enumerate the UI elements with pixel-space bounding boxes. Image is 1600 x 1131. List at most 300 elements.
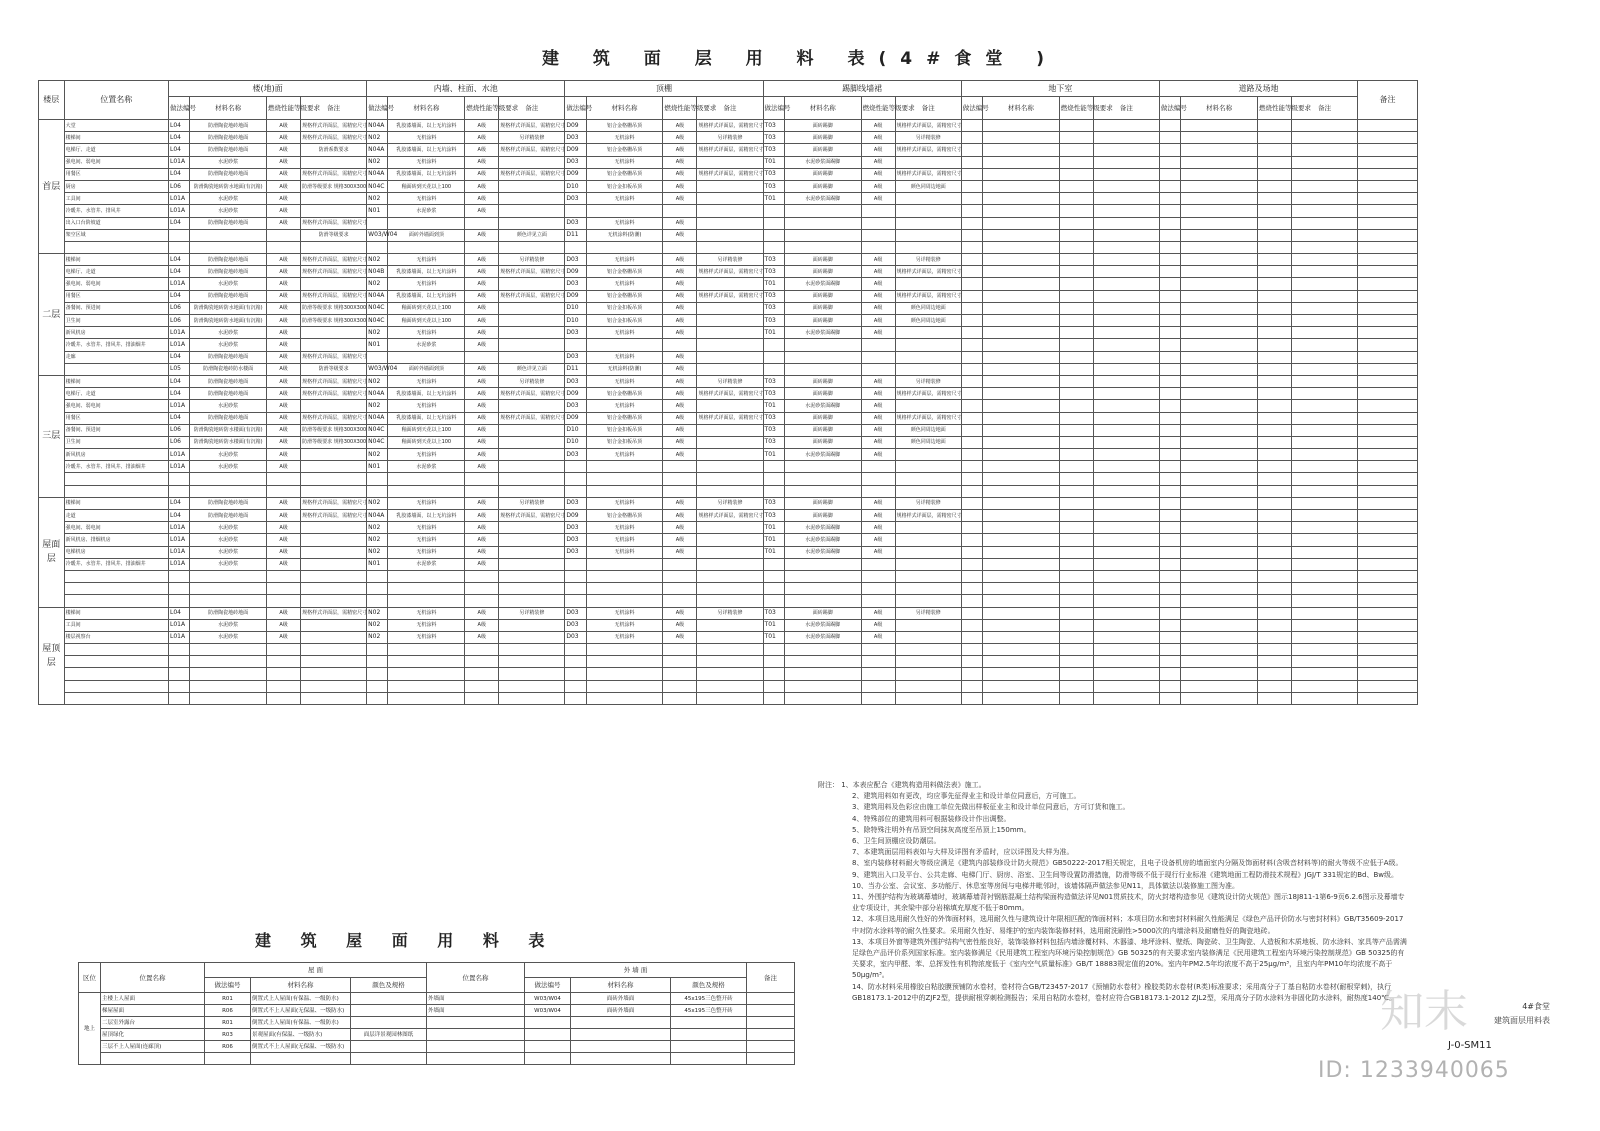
empty-cell [1181, 156, 1258, 168]
row-remarks [1358, 449, 1418, 461]
method-code: L04 [168, 388, 189, 400]
wall-code [525, 1017, 571, 1029]
method-code: T03 [763, 388, 784, 400]
row-remarks [1358, 412, 1418, 424]
empty-cell [1059, 168, 1093, 180]
position-name [64, 595, 168, 607]
method-code: N04A [367, 510, 388, 522]
empty-cell [1257, 534, 1291, 546]
material-name [784, 241, 861, 253]
empty-cell [1292, 449, 1358, 461]
fire-grade [267, 595, 301, 607]
position-name: 新风机房 [64, 327, 168, 339]
method-code [565, 644, 586, 656]
cell-remark: 规格样式详面层，需精密尺寸 [301, 497, 367, 509]
empty-cell [1181, 534, 1258, 546]
empty-cell [1093, 619, 1159, 631]
empty-cell [983, 449, 1060, 461]
empty-cell [1059, 497, 1093, 509]
material-name: 水泥砂浆面踢脚 [784, 193, 861, 205]
position-name: 强电间、弱电间 [64, 522, 168, 534]
empty-cell [983, 583, 1060, 595]
cell-remark [301, 241, 367, 253]
empty-cell [1159, 351, 1180, 363]
empty-cell [1159, 607, 1180, 619]
cell-remark [499, 193, 565, 205]
method-code: L04 [168, 412, 189, 424]
material-name: 面砖踢脚 [784, 315, 861, 327]
row-remarks [1358, 315, 1418, 327]
fire-grade: A级 [861, 290, 895, 302]
empty-cell [961, 680, 982, 692]
cell-remark [499, 546, 565, 558]
fire-grade: A级 [465, 522, 499, 534]
note-item: 9、建筑出入口及平台、公共走廊、电梯门厅、厨房、浴室、卫生间等设置防滑措施，防滑等级不低于现行行业标准《建筑地面工程防滑技术规程》JGJ/T 331规定的Bd、Bw级。 [852, 870, 1398, 879]
method-code: D09 [565, 412, 586, 424]
empty-cell [1292, 254, 1358, 266]
cell-remark [697, 546, 763, 558]
row-remarks [1358, 302, 1418, 314]
cell-remark [499, 534, 565, 546]
empty-cell [983, 375, 1060, 387]
method-code [367, 692, 388, 704]
empty-cell [1257, 229, 1291, 241]
method-code: T01 [763, 327, 784, 339]
wall-code [525, 1029, 571, 1041]
method-code: D03 [565, 217, 586, 229]
note-item: 11、外围护结构为玻璃幕墙时，玻璃幕墙背衬钢筋混凝土结构梁面构造做法详见N01贯质技术，防火封堵构造参见《建筑设计防火规范》图示18J811-1第6-9页6.2.6图示及幕墙专业专项设计，其余梁中部分岩棉填充厚度不低于80mm。 [852, 893, 1405, 913]
empty-cell [1093, 510, 1159, 522]
empty-cell [1257, 180, 1291, 192]
cell-remark: 规格样式详面层，需精密尺寸 [301, 120, 367, 132]
method-code: D10 [565, 436, 586, 448]
empty-cell [1257, 120, 1291, 132]
empty-cell [1181, 631, 1258, 643]
row-remarks [1358, 144, 1418, 156]
position-name: 楼梯间 [64, 254, 168, 266]
wall-material [571, 1029, 671, 1041]
cell-remark: 防滑等级要求 规格300X300 [301, 424, 367, 436]
cell-remark [301, 339, 367, 351]
fire-grade: A级 [465, 132, 499, 144]
material-name: 水泥砂浆 [190, 461, 267, 473]
fire-grade [663, 473, 697, 485]
material-name: 铝合金扣板吊顶 [586, 302, 663, 314]
empty-cell [983, 339, 1060, 351]
method-code: L04 [168, 254, 189, 266]
header-group-skirting: 踢脚线墙裙 [763, 81, 961, 97]
method-code [763, 595, 784, 607]
fire-grade: A级 [663, 217, 697, 229]
empty-cell [1257, 656, 1291, 668]
method-code: D09 [565, 168, 586, 180]
method-code: T01 [763, 449, 784, 461]
cell-remark: 另详精装修 [499, 607, 565, 619]
method-code [763, 656, 784, 668]
cell-remark [895, 339, 961, 351]
empty-cell [1292, 510, 1358, 522]
empty-cell [1257, 607, 1291, 619]
material-name: 防滑陶瓷地砖地面 [190, 607, 267, 619]
material-name: 铝合金格栅吊顶 [586, 144, 663, 156]
method-code: L06 [168, 302, 189, 314]
empty-cell [1093, 156, 1159, 168]
empty-cell [1059, 424, 1093, 436]
empty-cell [1292, 339, 1358, 351]
empty-cell [983, 656, 1060, 668]
fire-grade [663, 461, 697, 473]
empty-cell [1292, 156, 1358, 168]
cell-remark [895, 570, 961, 582]
method-code: N01 [367, 205, 388, 217]
method-code: L04 [168, 217, 189, 229]
empty-cell [1181, 132, 1258, 144]
material-name [586, 668, 663, 680]
empty-cell [1257, 631, 1291, 643]
method-code: L01A [168, 205, 189, 217]
roof-remarks [747, 993, 795, 1005]
material-name: 防滑陶瓷地砖地面 [190, 351, 267, 363]
material-name: 水泥砂浆面踢脚 [784, 522, 861, 534]
fire-grade: A级 [267, 546, 301, 558]
empty-cell [1181, 412, 1258, 424]
fire-grade: A级 [465, 193, 499, 205]
fire-grade: A级 [861, 278, 895, 290]
position-name [64, 680, 168, 692]
method-code [565, 668, 586, 680]
empty-cell [1059, 278, 1093, 290]
fire-grade: A级 [465, 278, 499, 290]
roof-row [79, 1005, 795, 1017]
empty-cell [1059, 436, 1093, 448]
note-item: 10、当办公室、会议室、多功能厅、休息室等房间与电梯井毗邻时，该墙体隔声做法参见N11，具体做法以装修施工图为准。 [852, 881, 1240, 890]
roof-remarks [747, 1005, 795, 1017]
empty-cell [1292, 217, 1358, 229]
roof-code [205, 1053, 251, 1065]
method-code [367, 485, 388, 497]
fire-grade: A级 [861, 168, 895, 180]
method-code [565, 583, 586, 595]
method-code: D03 [565, 449, 586, 461]
cell-remark [895, 193, 961, 205]
method-code: L06 [168, 436, 189, 448]
method-code: N02 [367, 449, 388, 461]
cell-remark [895, 546, 961, 558]
fire-grade: A级 [465, 424, 499, 436]
cell-remark [301, 205, 367, 217]
cell-remark [499, 473, 565, 485]
table-row [39, 278, 1418, 290]
wall-position [427, 1029, 525, 1041]
empty-cell [1181, 680, 1258, 692]
empty-cell [1159, 522, 1180, 534]
material-name: 釉面砖到天花以上100 [388, 436, 465, 448]
cell-remark [697, 631, 763, 643]
roof-header-position2: 位置名称 [427, 963, 525, 993]
sub-header-5-0: 做法编号 [1159, 97, 1180, 120]
empty-cell [1292, 132, 1358, 144]
empty-cell [983, 461, 1060, 473]
empty-cell [1181, 363, 1258, 375]
fire-grade [861, 241, 895, 253]
empty-cell [1059, 534, 1093, 546]
fire-grade: A级 [267, 607, 301, 619]
wall-spec [671, 1017, 747, 1029]
empty-cell [1257, 644, 1291, 656]
method-code: D03 [565, 132, 586, 144]
fire-grade: A级 [267, 266, 301, 278]
method-code: N04A [367, 412, 388, 424]
empty-cell [1059, 473, 1093, 485]
fire-grade: A级 [465, 607, 499, 619]
empty-cell [1292, 436, 1358, 448]
roof-header-position: 位置名称 [101, 963, 205, 993]
method-code: N04B [367, 266, 388, 278]
material-name [586, 461, 663, 473]
method-code [565, 656, 586, 668]
empty-cell [1292, 668, 1358, 680]
table-row [39, 534, 1418, 546]
row-remarks [1358, 644, 1418, 656]
material-name [388, 656, 465, 668]
empty-cell [1159, 315, 1180, 327]
empty-cell [1093, 656, 1159, 668]
fire-grade: A级 [465, 449, 499, 461]
cell-remark: 颜色同周边地面 [895, 180, 961, 192]
cell-remark [895, 229, 961, 241]
table-row [39, 412, 1418, 424]
method-code: N04A [367, 120, 388, 132]
roof-spec [351, 993, 427, 1005]
row-remarks [1358, 351, 1418, 363]
empty-cell [1292, 229, 1358, 241]
wall-code: W03/W04 [525, 1005, 571, 1017]
empty-cell [961, 132, 982, 144]
fire-grade [861, 668, 895, 680]
method-code: T03 [763, 302, 784, 314]
empty-cell [961, 656, 982, 668]
fire-grade: A级 [663, 424, 697, 436]
material-name: 面砖踢脚 [784, 290, 861, 302]
empty-cell [1257, 692, 1291, 704]
method-code: T01 [763, 546, 784, 558]
cell-remark [895, 363, 961, 375]
empty-cell [1059, 302, 1093, 314]
empty-cell [1059, 388, 1093, 400]
empty-cell [1093, 315, 1159, 327]
note-item: 13、本项目外窗等建筑外围护结构气密性能良好，装饰装修材料包括内墙涂覆材料、木器漆、地坪涂料、壁纸、陶瓷砖、卫生陶瓷、人造板和木质地板、防水涂料、家具等产品需满足绿色产品评价系列国家标准。室内装修满足《民用建筑工程室内环境污染控制规范》GB 50325的有关要求室内装修满足《民用建筑工程室内环境污染控制规范》GB 50325的有关要求，室内甲醛、苯、总挥发性有机物浓度低于《室内空气质量标准》GB/T 18883规定值的20%。室内年PM2.5年均浓度不高于25μg/m³，且室内年PM10年均浓度不高于50μg/m³。 [852, 937, 1407, 980]
position-name: 电梯机房 [64, 546, 168, 558]
empty-cell [1159, 144, 1180, 156]
cell-remark: 规格样式详面层，需精密尺寸 [301, 254, 367, 266]
fire-grade [267, 644, 301, 656]
empty-cell [1181, 217, 1258, 229]
method-code: L04 [168, 120, 189, 132]
empty-cell [1181, 485, 1258, 497]
empty-cell [1159, 473, 1180, 485]
row-remarks [1358, 558, 1418, 570]
position-name [64, 644, 168, 656]
position-name: 工具间 [64, 619, 168, 631]
empty-cell [1257, 217, 1291, 229]
header-floor: 楼层 [39, 81, 65, 120]
empty-cell [1257, 144, 1291, 156]
method-code: D10 [565, 315, 586, 327]
cell-remark [499, 436, 565, 448]
empty-cell [1093, 631, 1159, 643]
roof-position [101, 1053, 205, 1065]
material-name: 防滑陶瓷地砖地面 [190, 144, 267, 156]
empty-cell [1159, 412, 1180, 424]
material-name [784, 680, 861, 692]
empty-cell [961, 644, 982, 656]
cell-remark [499, 205, 565, 217]
fire-grade [663, 644, 697, 656]
empty-cell [983, 156, 1060, 168]
fire-grade: A级 [267, 168, 301, 180]
cell-remark [895, 485, 961, 497]
method-code [763, 473, 784, 485]
fire-grade: A级 [267, 339, 301, 351]
roof-table-title: 建 筑 屋 面 用 料 表 [255, 931, 557, 950]
material-name [784, 583, 861, 595]
cell-remark [301, 449, 367, 461]
cell-remark: 颜色同周边地面 [895, 315, 961, 327]
fire-grade [861, 644, 895, 656]
cell-remark: 规格样式详面层，需精密尺寸 [301, 375, 367, 387]
cell-remark [697, 400, 763, 412]
empty-cell [1257, 595, 1291, 607]
cell-remark [895, 668, 961, 680]
cell-remark [301, 400, 367, 412]
fire-grade [663, 680, 697, 692]
wall-material [571, 1017, 671, 1029]
row-remarks [1358, 363, 1418, 375]
material-name: 水泥砂浆 [388, 558, 465, 570]
method-code: N04C [367, 180, 388, 192]
empty-cell [1059, 156, 1093, 168]
cell-remark [499, 315, 565, 327]
material-name: 无机涂料 [586, 278, 663, 290]
floor-label: 二层 [39, 254, 65, 376]
empty-cell [961, 254, 982, 266]
method-code [168, 644, 189, 656]
material-name: 面砖外墙面到顶 [388, 363, 465, 375]
empty-cell [1093, 180, 1159, 192]
empty-cell [983, 692, 1060, 704]
empty-cell [1257, 193, 1291, 205]
empty-cell [1181, 290, 1258, 302]
method-code [763, 583, 784, 595]
cell-remark: 另详精装修 [697, 497, 763, 509]
empty-cell [961, 607, 982, 619]
empty-cell [1159, 241, 1180, 253]
position-name: 冷暖井、水管井、排风井、排油烟井 [64, 339, 168, 351]
note-item: 14、防水材料采用橡胶自粘胶膜预铺防水卷材，卷材符合GB/T23457-2017《预铺防水卷材》橡胶类防水卷材(R类)标准要求；采用高分子丁基自粘防水卷材(耐根穿刺)，执行 GB18173.1-2012中的ZJF2型，提供耐根穿刺检测报告；采用自粘防水卷材，卷材应符合GB18173.1-2012 ZJL2型，采用高分子防水涂料为非固化防水涂料，耐热度140℃。 [852, 982, 1397, 1002]
material-name: 水泥砂浆 [190, 205, 267, 217]
table-row [39, 120, 1418, 132]
method-code [168, 656, 189, 668]
fire-grade: A级 [465, 412, 499, 424]
wall-spec: 45x195三色整开砖 [671, 1005, 747, 1017]
row-remarks [1358, 619, 1418, 631]
material-name: 水泥砂浆 [190, 558, 267, 570]
fire-grade [663, 241, 697, 253]
empty-cell [961, 120, 982, 132]
empty-cell [983, 290, 1060, 302]
cell-remark [499, 424, 565, 436]
empty-cell [1292, 424, 1358, 436]
empty-cell [1181, 497, 1258, 509]
material-name: 铝合金扣板吊顶 [586, 180, 663, 192]
fire-grade: A级 [861, 546, 895, 558]
sub-header-1-2: 燃烧性能等级要求 [465, 97, 499, 120]
note-item: 3、建筑用料及色彩应由施工单位先做出样板征业主和设计单位同意后，方可订货和施工。 [852, 803, 1130, 812]
method-code: L01A [168, 339, 189, 351]
empty-cell [1059, 241, 1093, 253]
material-name: 无机涂料 [586, 534, 663, 546]
page-title: 建 筑 面 层 用 料 表(4#食堂 ) [541, 49, 1059, 69]
empty-cell [983, 180, 1060, 192]
fire-grade: A级 [267, 436, 301, 448]
fire-grade: A级 [465, 315, 499, 327]
table-row [39, 595, 1418, 607]
cell-remark [895, 534, 961, 546]
material-name: 水泥砂浆面踢脚 [784, 631, 861, 643]
empty-cell [1093, 497, 1159, 509]
empty-cell [983, 217, 1060, 229]
cell-remark [895, 631, 961, 643]
method-code [168, 485, 189, 497]
fire-grade: A级 [663, 363, 697, 375]
method-code [565, 485, 586, 497]
empty-cell [1181, 400, 1258, 412]
method-code: D03 [565, 546, 586, 558]
fire-grade [267, 583, 301, 595]
material-name: 无机涂料 [388, 546, 465, 558]
roof-code: R01 [205, 993, 251, 1005]
method-code: T03 [763, 266, 784, 278]
position-name: 工具间 [64, 193, 168, 205]
table-row [39, 156, 1418, 168]
empty-cell [961, 388, 982, 400]
fire-grade [465, 656, 499, 668]
fire-grade: A级 [663, 266, 697, 278]
empty-cell [983, 546, 1060, 558]
empty-cell [1059, 266, 1093, 278]
cell-remark [895, 522, 961, 534]
empty-cell [1059, 400, 1093, 412]
empty-cell [1181, 205, 1258, 217]
row-remarks [1358, 595, 1418, 607]
floor-label: 屋顶层 [39, 607, 65, 705]
empty-cell [1059, 485, 1093, 497]
empty-cell [1257, 558, 1291, 570]
empty-cell [983, 266, 1060, 278]
empty-cell [1059, 510, 1093, 522]
material-name: 无机涂料 [586, 254, 663, 266]
empty-cell [983, 558, 1060, 570]
empty-cell [1093, 692, 1159, 704]
position-name: 架空区域 [64, 229, 168, 241]
empty-cell [1181, 241, 1258, 253]
empty-cell [983, 278, 1060, 290]
method-code: T03 [763, 254, 784, 266]
fire-grade [663, 692, 697, 704]
cell-remark: 规格样式详面层，需精密尺寸 [697, 388, 763, 400]
method-code: D10 [565, 180, 586, 192]
empty-cell [1292, 120, 1358, 132]
